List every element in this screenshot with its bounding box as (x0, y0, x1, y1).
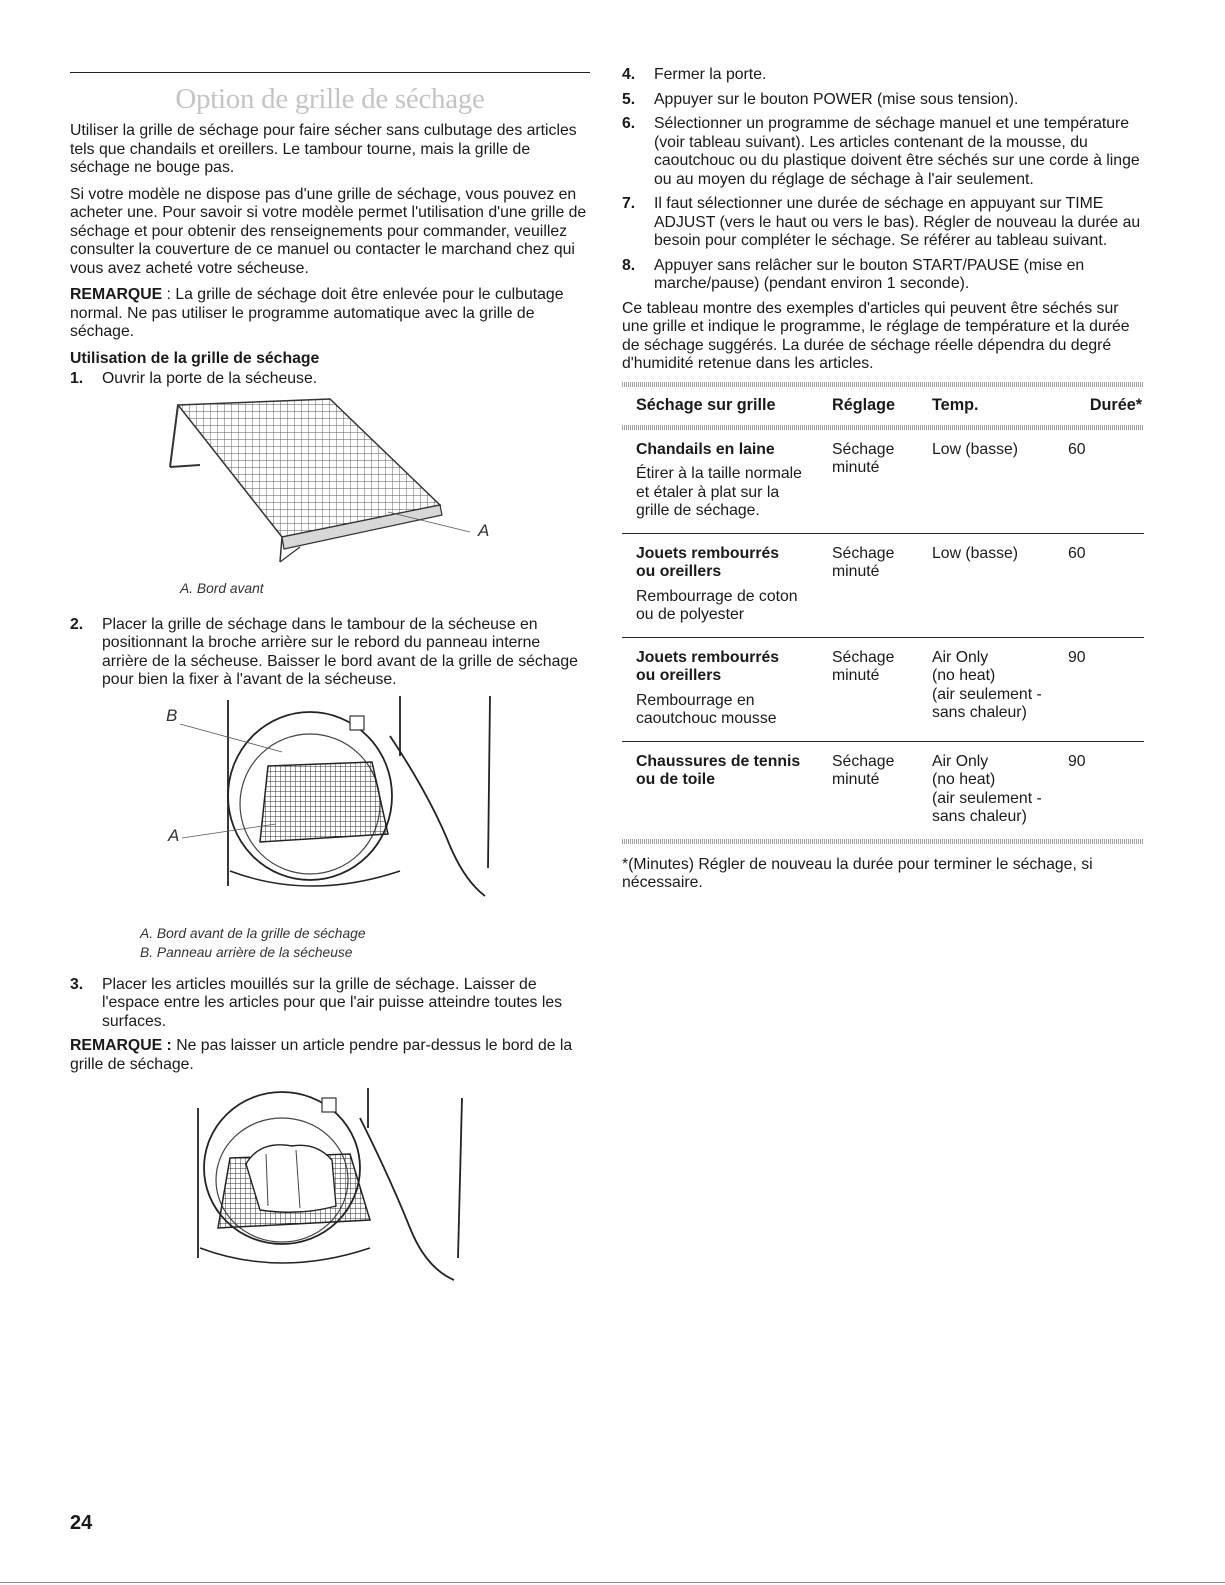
table-row (622, 638, 1144, 742)
note-1 (70, 286, 590, 342)
step-number: 6. (622, 115, 636, 132)
row-time: 60 (1068, 440, 1086, 458)
step-text: Ouvrir la porte de la sécheuse. (102, 370, 318, 387)
header-temp: Temp. (932, 395, 979, 414)
row-time: 60 (1068, 544, 1086, 562)
rack-in-drum-illustration (70, 696, 590, 916)
step-text: Fermer la porte. (654, 66, 767, 83)
row-item-desc: Rembourrage de coton ou de polyester (636, 587, 798, 623)
row-item-desc: Rembourrage en caoutchouc mousse (636, 691, 777, 727)
figure-1-caption: A. Bord avant (180, 580, 264, 596)
row-item-name: Chaussures de tennis ou de toile (636, 752, 801, 788)
step-number: 4. (622, 66, 636, 83)
step-2 (70, 616, 590, 690)
figure-rack-in-drum (70, 696, 590, 916)
step-8 (622, 257, 1144, 294)
step-number: 3. (70, 975, 84, 993)
row-temp: Air Only (no heat) (air seulement - sans chaleur) (932, 648, 1042, 721)
step-text: Placer la grille de séchage dans le tambour de la sécheuse en positionnant la broche arrière sur le rebord du panneau interne arrière de la sécheuse. Baisser le bord avant de la grille de séchage pour bien la fixer à l'avant de la sécheuse. (102, 615, 578, 688)
intro-paragraph-2: Si votre modèle ne dispose pas d'une grille de séchage, vous pouvez en acheter une. Pour savoir si votre modèle permet l'utilisation d'une grille de séchage et pour obtenir des renseignements pour commander, veuillez consulter la couverture de ce manuel ou contacter le marchand chez qui vous avez acheté votre sécheuse. (70, 185, 587, 277)
row-time: 90 (1068, 648, 1086, 666)
header-item: Séchage sur grille (636, 395, 776, 414)
step-5 (622, 91, 1144, 110)
left-column (70, 72, 590, 1308)
note-2-label: REMARQUE : (70, 1037, 172, 1054)
row-setting: Séchage minuté (832, 752, 895, 788)
table-top-rule (622, 382, 1144, 387)
row-setting: Séchage minuté (832, 440, 895, 476)
page-bottom-rule (0, 1582, 1225, 1583)
row-item-name: Jouets rembourrés ou oreillers (636, 648, 780, 684)
table-intro: Ce tableau montre des exemples d'articles qui peuvent être séchés sur une grille et indique le programme, le réglage de température et la durée de séchage suggérés. La durée de séchage réelle dépendra du degré d'humidité retenue dans les articles. (622, 299, 1130, 372)
step-text: Placer les articles mouillés sur la grille de séchage. Laisser de l'espace entre les articles pour que l'air puisse atteindre toutes les surfaces. (102, 975, 563, 1030)
step-4 (622, 66, 1144, 85)
step-text: Appuyer sur le bouton POWER (mise sous tension). (654, 90, 1019, 108)
step-number: 5. (622, 90, 636, 108)
intro-paragraph-1: Utiliser la grille de séchage pour faire sécher sans culbutage des articles tels que chandails et oreillers. Le tambour tourne, mais la grille de séchage ne bouge pas. (70, 122, 577, 176)
row-setting: Séchage minuté (832, 544, 895, 580)
table-row (622, 534, 1144, 638)
section-rule (70, 72, 590, 73)
note-2-text: Ne pas laisser un article pendre par-dessus le bord de la grille de séchage. (70, 1037, 573, 1073)
step-number: 1. (70, 370, 84, 387)
table-row (622, 742, 1144, 839)
row-time: 90 (1068, 752, 1086, 770)
table-header-rule (622, 425, 1144, 430)
step-text: Sélectionner un programme de séchage manuel et une température (voir tableau suivant). Les articles contenant de la mousse, du caoutchouc ou du plastique doivent être séchés sur une corde à linge ou au moyen du réglage de séchage à l'air seulement. (654, 115, 1140, 188)
drying-rack-illustration (70, 397, 590, 575)
caption-b: B. Panneau arrière de la sécheuse (140, 944, 353, 960)
step-3 (70, 976, 590, 1032)
row-item-name: Jouets rembourrés ou oreillers (636, 544, 780, 580)
callout-a: A (478, 520, 490, 540)
row-temp: Low (basse) (932, 440, 1019, 458)
callout-a: A (168, 825, 180, 845)
figure-items-on-rack (70, 1088, 590, 1308)
caption-a: A. Bord avant de la grille de séchage (140, 925, 366, 941)
header-setting: Réglage (832, 395, 895, 414)
table-bottom-rule (622, 839, 1144, 844)
items-on-rack-illustration (70, 1088, 590, 1308)
figure-drying-rack (70, 397, 590, 575)
subheading: Utilisation de la grille de séchage (70, 349, 320, 367)
step-1 (70, 370, 590, 389)
row-item-desc: Étirer à la taille normale et étaler à plat sur la grille de séchage. (636, 465, 802, 519)
step-number: 2. (70, 615, 84, 633)
section-title: Option de grille de séchage (175, 83, 485, 115)
callout-b: B (166, 705, 178, 725)
step-text: Appuyer sans relâcher sur le bouton START/PAUSE (mise en marche/pause) (pendant environ 1 seconde). (654, 256, 1085, 292)
table-header (622, 387, 1144, 425)
step-number: 7. (622, 195, 636, 212)
note-2 (70, 1037, 590, 1074)
page-number: 24 (70, 1512, 93, 1534)
step-7 (622, 195, 1144, 251)
table-row (622, 430, 1144, 534)
row-temp: Air Only (no heat) (air seulement - sans chaleur) (932, 752, 1042, 825)
right-column (622, 66, 1144, 893)
note-1-label: REMARQUE (70, 286, 163, 303)
figure-2-caption (140, 924, 590, 962)
header-time: Durée* (1089, 395, 1142, 414)
rack-dry-table (622, 382, 1144, 844)
table-footnote: *(Minutes) Régler de nouveau la durée pour terminer le séchage, si nécessaire. (622, 855, 1093, 891)
note-1-text: : La grille de séchage doit être enlevée pour le culbutage normal. Ne pas utiliser le programme automatique avec la grille de séchage. (70, 286, 564, 340)
row-temp: Low (basse) (932, 544, 1019, 562)
row-item-name: Chandails en laine (636, 440, 775, 458)
row-setting: Séchage minuté (832, 648, 895, 684)
step-6 (622, 115, 1144, 189)
step-text: Il faut sélectionner une durée de séchage en appuyant sur TIME ADJUST (vers le haut ou vers le bas). Régler de nouveau la durée au besoin pour compléter le séchage. Se référer au tableau suivant. (654, 195, 1141, 249)
step-number: 8. (622, 256, 636, 274)
